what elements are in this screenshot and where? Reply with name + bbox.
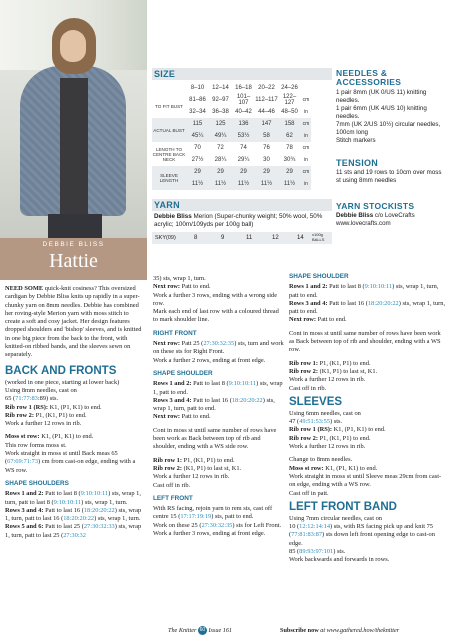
size-value: 101–107 — [236, 94, 251, 106]
size-table-row — [152, 82, 311, 94]
cardigan-photo — [0, 0, 147, 238]
size-value: 16–18 — [235, 85, 252, 91]
size-value: 29 — [209, 166, 232, 178]
size-value: 8–10 — [190, 85, 205, 91]
size-value: 53½ — [232, 130, 255, 142]
stockists-heading: YARN STOCKISTS — [336, 201, 415, 211]
size-value: 27½ — [191, 157, 204, 163]
size-unit: in — [304, 157, 308, 163]
tension-text: 11 sts and 19 rows to 10cm over moss st using 8mm needles — [336, 169, 442, 184]
yarn-colour-label: SKY(09) — [155, 235, 176, 241]
size-value: 49¼ — [209, 130, 232, 142]
size-value: 92–97 — [212, 97, 229, 103]
size-table — [152, 82, 311, 190]
column-1: NEED SOME quick-knit cosiness? This oversized cardigan by Debbie Bliss knits up rapidly in a super-chunky yarn on 8mm needles. Debbie has combined her roving-style Merion yarn with moss stitch to create a soft and cosy jacket. Her design features dropped shoulders and 'bishop' sleeves, and is knitted in one big piece from the back to the front, with knitted-on ribbed bands, and the sleeves sewn on separately. BACK AND FRONTS (worked in one piece, starting at lower back) Using 8mm needles, cast on 65 (71:77:83:89) sts. Rib row 1 (RS): K1, (P1, K1) to end. Rib row 2: P1, (K1, P1) to end. Work a further 12 rows in rib. Moss st row: K1, (P1, K1) to end. This row forms moss st. Work straight in moss st until Back meas 65 (67:69:71:73) cm from cast-on edge, ending with a WS row. SHAPE SHOULDERS Rows 1 and 2: Patt to last 8 (9:10:10:11) sts, wrap 1, turn, patt to last 8 (9:10:10:11) sts, wrap 1, turn. Rows 3 and 4: Patt to last 16 (18:20:20:22) sts, wrap 1, turn, patt to last 16 (18:20:20:22) sts, wrap 1, turn. Rows 5 and 6: Patt to last 25 (27:30:32:33) sts, wrap 1, turn, patt to last 25 (27:30:32 — [5, 285, 142, 539]
size-value: 158 — [278, 118, 301, 130]
size-unit: cm — [301, 166, 311, 178]
needles-list: 1 pair 8mm (UK 0/US 11) knitting needles. 1 pair 6mm (UK 4/US 10) knitting needles. 7mm (UK 2/US 10½) circular needles, 100cm long Stitch markers — [336, 89, 441, 144]
left-front-band-heading: LEFT FRONT BAND — [289, 500, 397, 513]
size-table-row — [152, 142, 311, 154]
yarn-amount: 8 — [194, 235, 198, 241]
left-front-heading: LEFT FRONT — [153, 494, 193, 502]
size-value: 29¼ — [237, 157, 250, 163]
size-row-label: LENGTH TO CENTRE BACK NECK — [152, 146, 186, 162]
size-value: 147 — [255, 118, 278, 130]
page-number: 60 — [199, 627, 206, 633]
size-value: 72 — [217, 145, 224, 151]
size-value: 125 — [209, 118, 232, 130]
footer-magazine: The Knitter 60 Issue 161 — [168, 626, 233, 634]
size-value: 32–34 — [189, 109, 206, 115]
size-value: 76 — [263, 145, 270, 151]
size-value: 30 — [263, 157, 270, 163]
yarn-amount: 14 — [297, 235, 304, 241]
intro: NEED SOME quick-knit cosiness? This oversized cardigan by Debbie Bliss knits up rapidly in a super-chunky yarn on 8mm needles. Debbie has combined her roving-style Merion yarn with moss stitch to create a soft and cosy jacket. Her design features dropped shoulders and 'bishop' sleeves, and is knitted in one big piece from the back to the front, with knitted-on ribbed bands, and the sleeves sewn on separately. — [5, 285, 142, 359]
size-unit: cm — [302, 97, 310, 103]
back-fronts-heading: BACK AND FRONTS — [5, 364, 117, 377]
shape-shoulders-heading: SHAPE SHOULDERS — [5, 479, 69, 487]
column-3: SHAPE SHOULDER Rows 1 and 2: Patt to last 8 (9:10:10:11) sts, wrap 1, turn, patt to end. Rows 3 and 4: Patt to last 16 (18:20:20:22) sts, wrap 1, turn, patt to end. Next row: Patt to end. Cont in moss st until same number of rows have been work as Back between top of rib and shoulder, ending with a WS row. Rib row 1: P1, (K1, P1) to end. Rib row 2: (K1, P1) to last st, K1. Work a further 12 rows in rib. Cast off in rib. SLEEVES Using 6mm needles, cast on 47 (49:51:53:55) sts. Rib row 1 (RS): K1, (P1, K1) to end. Rib row 2: P1, (K1, P1) to end. Work a further 12 rows in rib. Change to 8mm needles. Moss st row: K1, (P1, K1) to end. Work straight in moss st until Sleeve meas 29cm from cast-on edge, ending with a WS row. Cast off in patt. LEFT FRONT BAND Using 7mm circular needles, cast on 10 (12:12:14:14) sts, with RS facing pick up and knit 75 (77:81:83:87) sts down left front opening edge to cast-on edge. 85 (89:93:97:101) sts. Work backwards and forwards in rows. — [289, 273, 446, 564]
yarn-amount: 9 — [221, 235, 225, 241]
yarn-amount-row — [152, 232, 332, 244]
size-unit: cm — [301, 118, 311, 130]
shape-shoulder-heading: SHAPE SHOULDER — [153, 369, 213, 377]
size-row-label: SLEEVE LENGTH — [152, 166, 186, 190]
size-value: 11½ — [209, 178, 232, 190]
size-row-label: TO FIT BUST — [155, 103, 183, 109]
size-value: 78 — [286, 145, 293, 151]
size-unit: in — [301, 178, 311, 190]
yarn-amount: 12 — [272, 235, 279, 241]
yarn-unit: x100g BALLS — [312, 232, 325, 242]
size-value: 44–46 — [258, 109, 275, 115]
size-value: 11½ — [186, 178, 209, 190]
size-table-row — [152, 118, 311, 130]
size-value: 48–50 — [281, 109, 298, 115]
needles-heading: NEEDLES & ACCESSORIES — [336, 68, 402, 87]
size-table-row — [152, 166, 311, 178]
size-value: 30¾ — [283, 157, 296, 163]
size-value: 11½ — [255, 178, 278, 190]
size-value: 70 — [194, 145, 201, 151]
size-value: 29 — [232, 166, 255, 178]
size-value: 29 — [278, 166, 301, 178]
size-value: 29 — [255, 166, 278, 178]
right-front-heading: RIGHT FRONT — [153, 329, 197, 337]
size-value: 29 — [186, 166, 209, 178]
size-table-row — [152, 94, 311, 106]
size-value: 81–86 — [189, 97, 206, 103]
footer-subscribe[interactable]: Subscribe now at www.gathered.how/theknitter — [280, 627, 400, 634]
size-value: 11½ — [278, 178, 301, 190]
yarn-description: Debbie Bliss Merion (Super-chunky weight; 50% wool, 50% acrylic; 100m/109yds per 100g ball) — [154, 213, 323, 228]
size-value: 136 — [232, 118, 255, 130]
size-value: 11½ — [232, 178, 255, 190]
yarn-heading: YARN — [154, 200, 180, 210]
size-value: 36–38 — [212, 109, 229, 115]
column-2: 35) sts, wrap 1, turn. Next row: Patt to end. Work a further 3 rows, ending with a wrong side row. Mark each end of last row with a coloured thread to mark shoulder line. RIGHT FRONT Next row: Patt 25 (27:30:32:35) sts, turn and work on these sts for Right Front. Work a further 2 rows, ending at front edge. SHAPE SHOULDER Rows 1 and 2: Patt to last 8 (9:10:10:11) sts, wrap 1, patt to end. Rows 3 and 4: Patt to last 16 (18:20:20:22) sts, wrap 1, turn, patt to end. Next row: Patt to end. Cont in moss st until same number of rows have been work as Back between top of rib and shoulder, ending with a WS side row. Rib row 1: P1, (K1, P1) to end. Rib row 2: (K1, P1) to last st, K1. Work a further 12 rows in rib. Cast off in rib. LEFT FRONT With RS facing, rejoin yarn to rem sts, cast off centre 15 (17:17:19:19) sts, patt to end. Work on these 25 (27:30:32:35) sts for Left Front. Work a further 3 rows, ending at front edge. — [153, 275, 284, 538]
designer-name: DEBBIE BLISS — [42, 241, 105, 248]
size-value: 40–42 — [235, 109, 252, 115]
sleeves-heading: SLEEVES — [289, 395, 343, 408]
size-row-label: ACTUAL BUST — [152, 118, 186, 142]
size-value: 20–22 — [258, 85, 275, 91]
shape-shoulder-heading: SHAPE SHOULDER — [289, 273, 349, 280]
size-value: 115 — [186, 118, 209, 130]
size-value: 122–127 — [282, 94, 297, 106]
size-unit: in — [304, 109, 308, 115]
size-unit: in — [301, 130, 311, 142]
tension-heading: TENSION — [336, 158, 379, 168]
yarn-amount: 11 — [246, 235, 253, 241]
size-value: 62 — [278, 130, 301, 142]
size-value: 12–14 — [212, 85, 229, 91]
stockists-url[interactable]: www.lovecrafts.com — [336, 220, 391, 227]
size-value: 112–117 — [255, 97, 278, 103]
size-value: 28¼ — [214, 157, 227, 163]
size-value: 58 — [255, 130, 278, 142]
stockists-text: Debbie Bliss c/o LoveCrafts www.lovecrafts.com — [336, 212, 415, 227]
size-value: 24–26 — [281, 85, 298, 91]
size-heading-bar — [152, 68, 332, 80]
size-value: 45¼ — [186, 130, 209, 142]
size-heading: SIZE — [154, 69, 176, 79]
pattern-name: Hattie — [49, 250, 98, 272]
size-unit: cm — [302, 145, 310, 151]
size-value: 74 — [240, 145, 247, 151]
size-unit — [301, 82, 311, 94]
